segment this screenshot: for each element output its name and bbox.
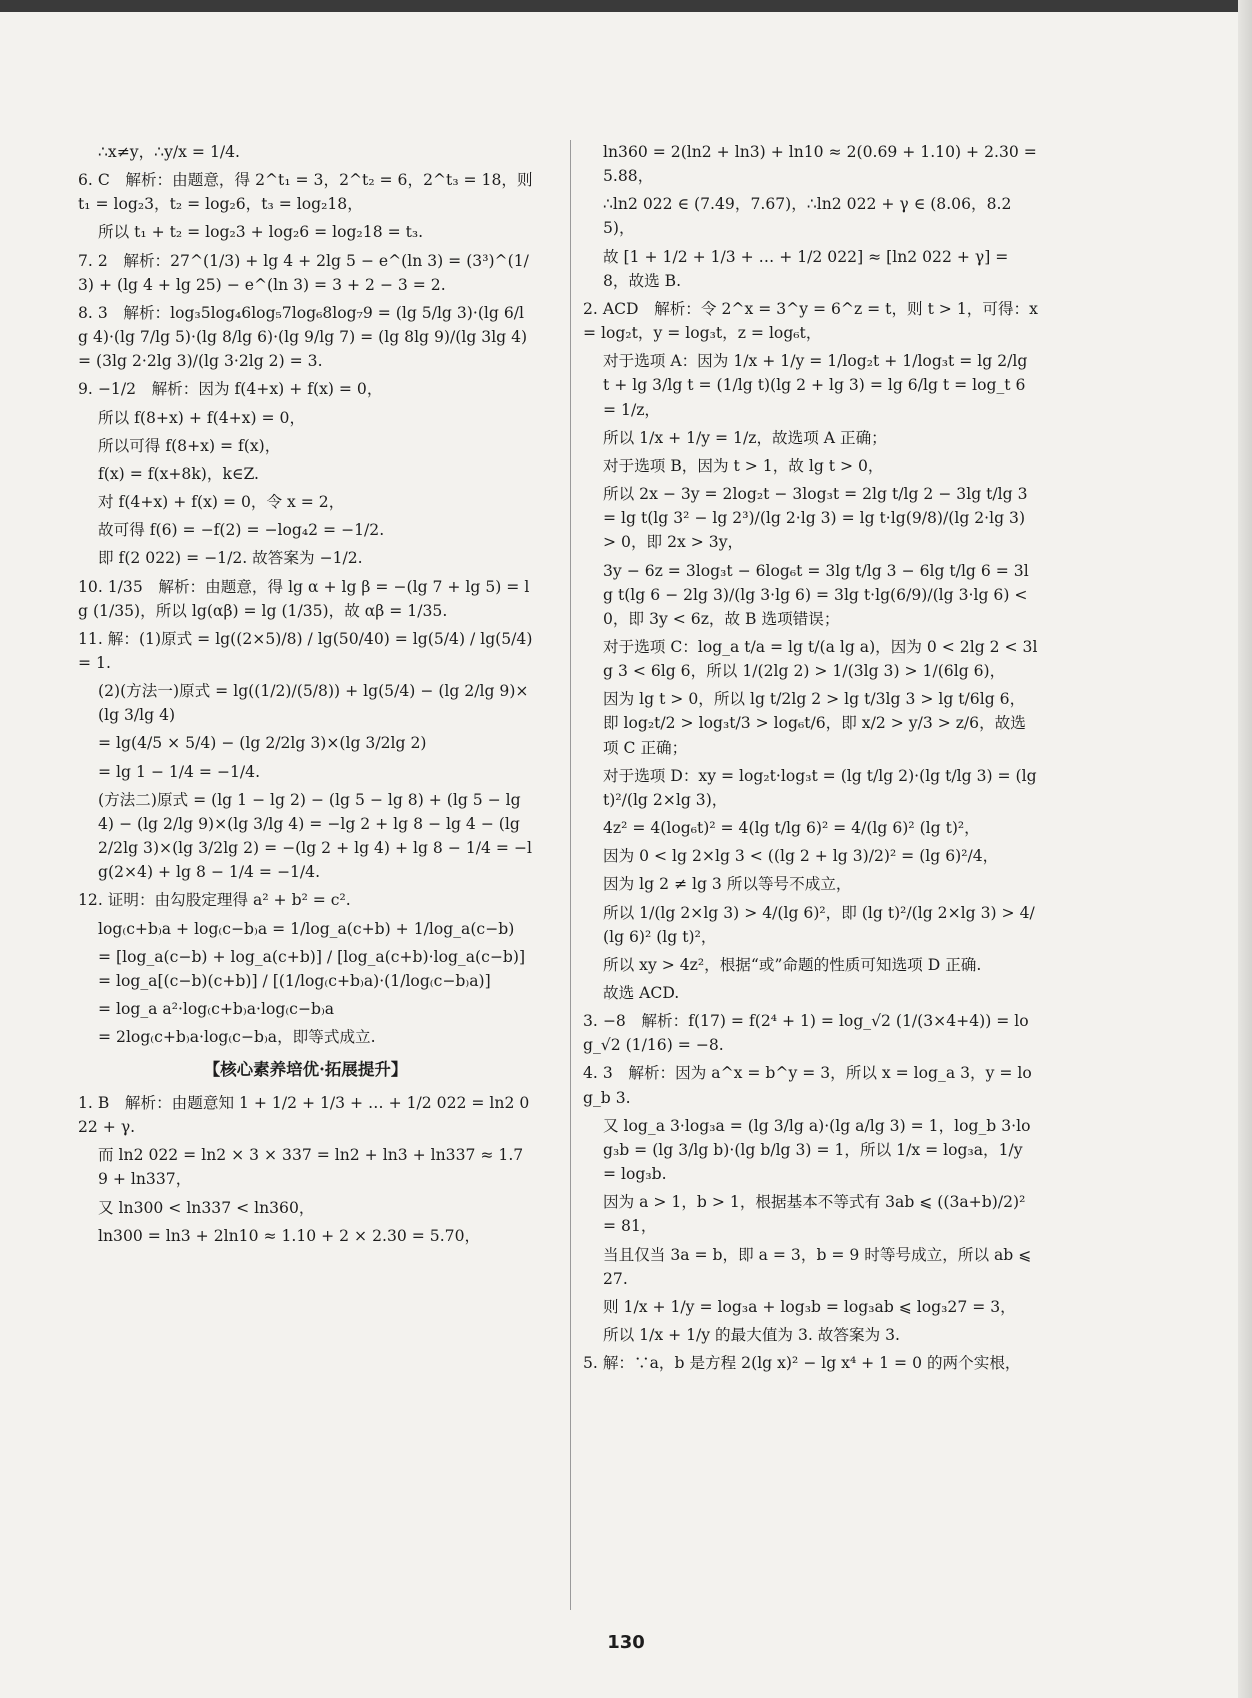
answer-line: 所以 2x − 3y = 2log₂t − 3log₃t = 2lg t/lg 2 − 3lg t/lg 3 = lg t(lg 3² − lg 2³)/(lg 2·lg 3) = lg t·lg(9/8)/(lg 2·lg 3) > 0，即 2x > 3y，	[603, 485, 1028, 552]
answer-line: 即 f(2 022) = −1/2. 故答案为 −1/2.	[98, 549, 363, 568]
answer-line: 10. 1/35 解析：由题意，得 lg α + lg β = −(lg 7 + lg 5) = lg (1/35)，所以 lg(αβ) = lg (1/35)，故 αβ = 1/35.	[78, 577, 530, 620]
answer-line: 9. −1/2 解析：因为 f(4+x) + f(x) = 0，	[78, 380, 383, 399]
answer-line: 所以 t₁ + t₂ = log₂3 + log₂6 = log₂18 = t₃.	[98, 223, 424, 242]
answer-line: 对于选项 B，因为 t > 1，故 lg t > 0，	[603, 456, 884, 475]
answer-line: 11. 解：(1)原式 = lg((2×5)/8) / lg(50/40) = lg(5/4) / lg(5/4) = 1.	[78, 629, 533, 672]
answer-line: 1. B 解析：由题意知 1 + 1/2 + 1/3 + … + 1/2 022 = ln2 022 + γ.	[78, 1093, 530, 1137]
answer-page	[78, 140, 1038, 1610]
answer-line: 对于选项 A：因为 1/x + 1/y = 1/log₂t + 1/log₃t = lg 2/lg t + lg 3/lg t = (1/lg t)(lg 2 + lg 3) = lg 6/lg t = log_t 6 = 1/z，	[603, 352, 1028, 419]
answer-line: 4. 3 解析：因为 a^x = b^y = 3，所以 x = log_a 3，y = log_b 3.	[583, 1064, 1032, 1107]
answer-line: 对于选项 C：log_a t/a = lg t/(a lg a)，因为 0 < 2lg 2 < 3lg 3 < 6lg 6，所以 1/(2lg 2) > 1/(3lg 3) > 1/(6lg 6)，	[603, 637, 1038, 681]
answer-line: 故 [1 + 1/2 + 1/3 + … + 1/2 022] ≈ [ln2 022 + γ] = 8，故选 B.	[603, 247, 1009, 290]
answer-line: f(x) = f(x+8k)，k∈Z.	[98, 464, 259, 483]
answer-line: = lg 1 − 1/4 = −1/4.	[98, 762, 261, 781]
answer-line: 所以 xy > 4z²，根据“或”命题的性质可知选项 D 正确.	[603, 955, 982, 974]
answer-line: 因为 a > 1，b > 1，根据基本不等式有 3ab ⩽ ((3a+b)/2)² = 81，	[603, 1193, 1026, 1236]
answer-line: 对于选项 D：xy = log₂t·log₃t = (lg t/lg 2)·(lg t/lg 3) = (lg t)²/(lg 2×lg 3)，	[603, 766, 1037, 809]
answer-line: 2. ACD 解析：令 2^x = 3^y = 6^z = t，则 t > 1，可得：x = log₂t，y = log₃t，z = log₆t，	[583, 299, 1038, 343]
answer-line: 又 log_a 3·log₃a = (lg 3/lg a)·(lg a/lg 3) = 1，log_b 3·log₃b = (lg 3/lg b)·(lg b/lg 3) = 1，所以 1/x = log₃a，1/y = log₃b.	[603, 1116, 1031, 1184]
page-number: 130	[607, 1632, 645, 1653]
scan-right-edge	[1238, 0, 1252, 1698]
answer-line: 又 ln300 < ln337 < ln360，	[98, 1198, 315, 1217]
answer-line: 4z² = 4(log₆t)² = 4(lg t/lg 6)² = 4/(lg 6)² (lg t)²，	[603, 819, 980, 838]
answer-line: ln300 = ln3 + 2ln10 ≈ 1.10 + 2 × 2.30 = 5.70，	[98, 1226, 481, 1245]
answer-line: = lg(4/5 × 5/4) − (lg 2/2lg 3)×(lg 3/2lg 2)	[98, 734, 427, 753]
answer-line: 对 f(4+x) + f(x) = 0，令 x = 2，	[98, 493, 345, 512]
answer-line: 12. 证明：由勾股定理得 a² + b² = c².	[78, 891, 351, 910]
answer-line: 所以 1/x + 1/y = 1/z，故选项 A 正确；	[603, 428, 887, 447]
answer-line: = 2log₍c+b₎a·log₍c−b₎a，即等式成立.	[98, 1028, 376, 1047]
answer-line: 所以 1/(lg 2×lg 3) > 4/(lg 6)²，即 (lg t)²/(lg 2×lg 3) > 4/(lg 6)² (lg t)²，	[603, 903, 1035, 946]
answer-line: 5. 解：∵a，b 是方程 2(lg x)² − lg x⁴ + 1 = 0 的两个实根，	[583, 1354, 1021, 1373]
right-column	[570, 140, 1038, 1610]
answer-line: 3y − 6z = 3log₃t − 6log₆t = 3lg t/lg 3 − 6lg t/lg 6 = 3lg t(lg 6 − 2lg 3)/(lg 3·lg 6) = 3lg t·lg(6/9)/(lg 3·lg 6) < 0，即 3y < 6z，故 B 选项错误；	[603, 561, 1029, 628]
answer-line: 因为 lg t > 0，所以 lg t/2lg 2 > lg t/3lg 3 > lg t/6lg 6，即 log₂t/2 > log₃t/3 > log₆t/6，即 x/2 > y/3 > z/6，故选项 C 正确；	[603, 690, 1026, 757]
answer-line: 6. C 解析：由题意，得 2^t₁ = 3，2^t₂ = 6，2^t₃ = 18，则 t₁ = log₂3，t₂ = log₂6，t₃ = log₂18，	[78, 171, 533, 214]
answer-line: 则 1/x + 1/y = log₃a + log₃b = log₃ab ⩽ log₃27 = 3，	[603, 1297, 1016, 1316]
answer-line: ln360 = 2(ln2 + ln3) + ln10 ≈ 2(0.69 + 1.10) + 2.30 = 5.88，	[603, 143, 1037, 186]
answer-line: 所以 1/x + 1/y 的最大值为 3. 故答案为 3.	[603, 1326, 901, 1345]
scan-top-edge	[0, 0, 1252, 12]
answer-line: (方法二)原式 = (lg 1 − lg 2) − (lg 5 − lg 8) + (lg 5 − lg 4) − (lg 2/lg 9)×(lg 3/lg 4) = −lg 2 + lg 8 − lg 4 − (lg 2/2lg 3)×(lg 3/2lg 2) = −(lg 2 + lg 4) + lg 8 − 1/4 = −lg(2×4) + lg 8 − 1/4 = −1/4.	[98, 790, 532, 882]
answer-line: 所以可得 f(8+x) = f(x)，	[98, 436, 281, 455]
answer-line: 而 ln2 022 = ln2 × 3 × 337 = ln2 + ln3 + ln337 ≈ 1.79 + ln337，	[98, 1146, 524, 1189]
answer-line: 3. −8 解析：f(17) = f(2⁴ + 1) = log_√2 (1/(3×4+4)) = log_√2 (1/16) = −8.	[583, 1012, 1029, 1055]
section-heading: 【核心素养培优·拓展提升】	[203, 1060, 408, 1080]
answer-line: ∴x≠y，∴y/x = 1/4.	[98, 143, 240, 161]
answer-line: = [log_a(c−b) + log_a(c+b)] / [log_a(c+b)·log_a(c−b)] = log_a[(c−b)(c+b)] / [(1/log₍c+b₎a)·(1/log₍c−b₎a)]	[98, 947, 526, 990]
answer-line: 因为 0 < lg 2×lg 3 < ((lg 2 + lg 3)/2)² = (lg 6)²/4，	[603, 847, 999, 866]
answer-line: (2)(方法一)原式 = lg((1/2)/(5/8)) + lg(5/4) − (lg 2/lg 9)×(lg 3/lg 4)	[98, 682, 529, 725]
answer-line: 7. 2 解析：27^(1/3) + lg 4 + 2lg 5 − e^(ln 3) = (3³)^(1/3) + (lg 4 + lg 25) − e^(ln 3) = 3 + 2 − 3 = 2.	[78, 251, 529, 294]
answer-line: 当且仅当 3a = b，即 a = 3，b = 9 时等号成立，所以 ab ⩽ 27.	[603, 1245, 1032, 1288]
answer-line: 故选 ACD.	[603, 984, 680, 1002]
answer-line: log₍c+b₎a + log₍c−b₎a = 1/log_a(c+b) + 1/log_a(c−b)	[98, 919, 515, 938]
answer-line: 故可得 f(6) = −f(2) = −log₄2 = −1/2.	[98, 521, 385, 540]
answer-line: 因为 lg 2 ≠ lg 3 所以等号不成立，	[603, 875, 852, 894]
answer-line: 8. 3 解析：log₃5log₄6log₅7log₆8log₇9 = (lg 5/lg 3)·(lg 6/lg 4)·(lg 7/lg 5)·(lg 8/lg 6)·(lg 9/lg 7) = (lg 8lg 9)/(lg 3lg 4) = (3lg 2·2lg 3)/(lg 3·2lg 2) = 3.	[78, 303, 528, 371]
answer-line: = log_a a²·log₍c+b₎a·log₍c−b₎a	[98, 1000, 335, 1018]
answer-line: 所以 f(8+x) + f(4+x) = 0，	[98, 408, 306, 427]
left-column	[78, 140, 533, 1610]
answer-line: ∴ln2 022 ∈ (7.49，7.67)，∴ln2 022 + γ ∈ (8.06，8.25)，	[603, 195, 1012, 238]
